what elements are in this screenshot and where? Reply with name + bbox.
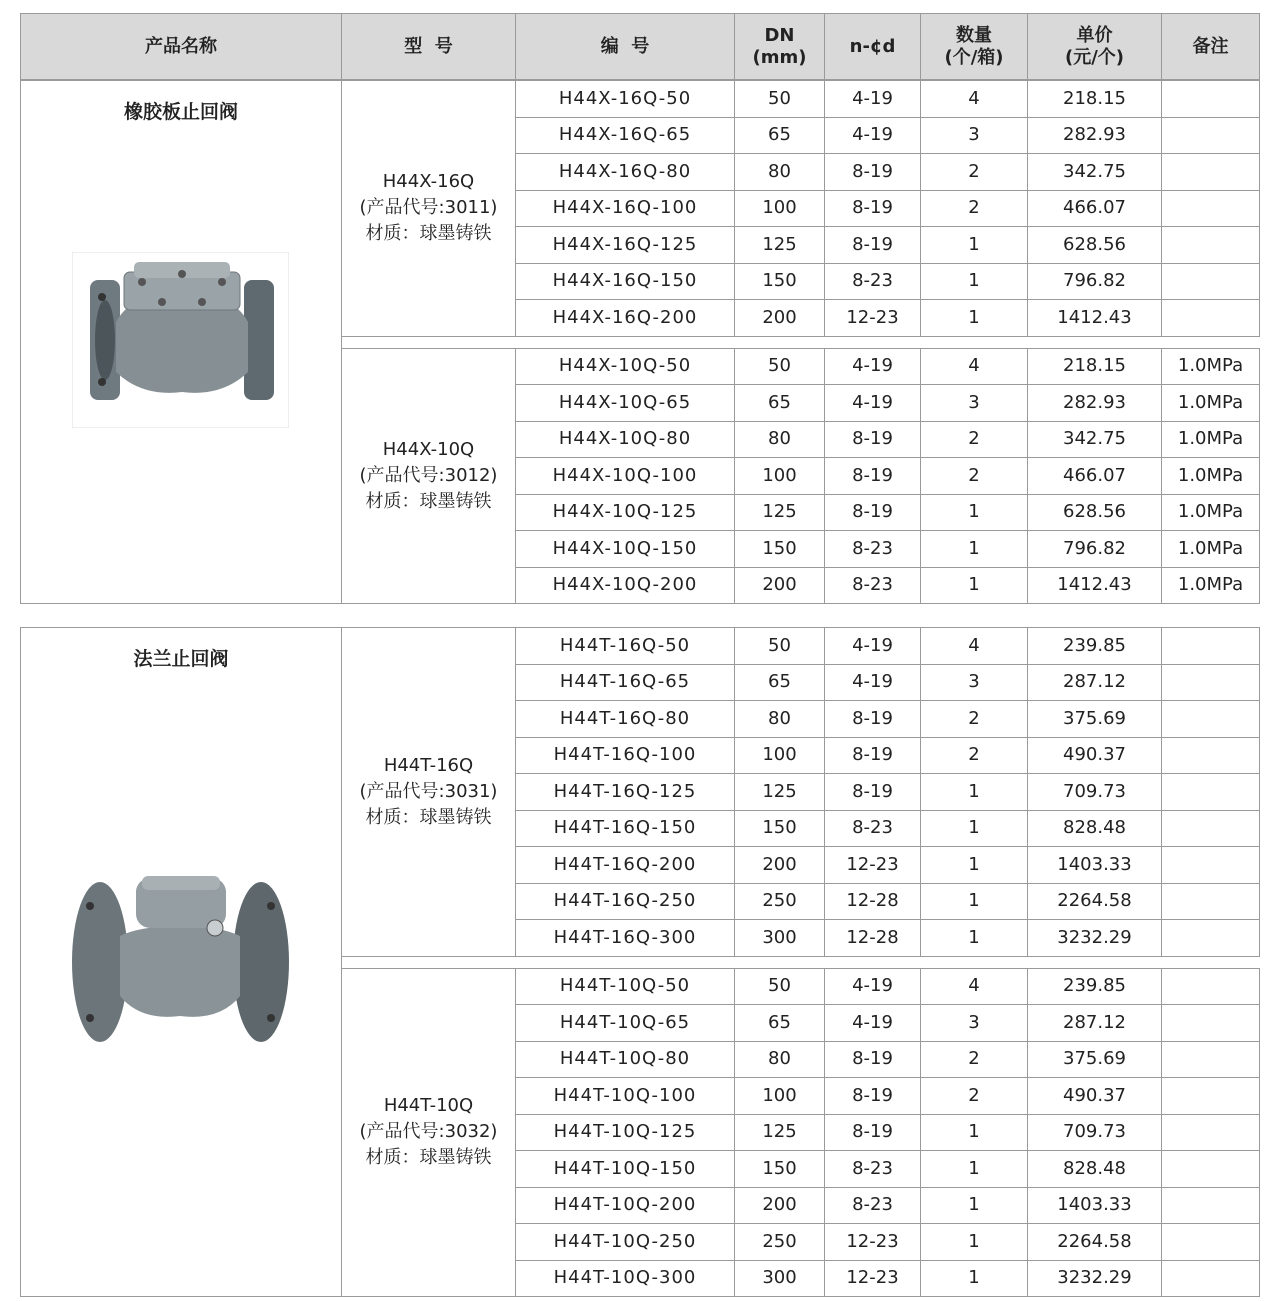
header-qty bbox=[921, 14, 1028, 80]
cell-remark bbox=[1162, 883, 1260, 920]
cell-code: H44X-16Q-125 bbox=[516, 227, 735, 264]
cell-holes: 12-23 bbox=[825, 300, 921, 337]
cell-dn: 100 bbox=[735, 737, 825, 774]
header-dn-line2: (mm) bbox=[752, 46, 807, 68]
cell-remark bbox=[1162, 154, 1260, 191]
model-cell bbox=[342, 81, 516, 337]
cell-remark bbox=[1162, 847, 1260, 884]
header-qty-line2: (个/箱) bbox=[944, 46, 1004, 68]
cell-code: H44T-10Q-250 bbox=[516, 1224, 735, 1261]
cell-holes: 8-19 bbox=[825, 701, 921, 738]
cell-code: H44X-10Q-80 bbox=[516, 421, 735, 458]
cell-holes: 4-19 bbox=[825, 968, 921, 1005]
cell-holes: 8-19 bbox=[825, 227, 921, 264]
cell-qty: 1 bbox=[921, 1187, 1028, 1224]
cell-price: 218.15 bbox=[1028, 81, 1162, 118]
cell-qty: 1 bbox=[921, 494, 1028, 531]
cell-holes: 4-19 bbox=[825, 81, 921, 118]
cell-dn: 80 bbox=[735, 421, 825, 458]
cell-code: H44T-10Q-50 bbox=[516, 968, 735, 1005]
cell-qty: 2 bbox=[921, 190, 1028, 227]
cell-qty: 1 bbox=[921, 531, 1028, 568]
cell-price: 796.82 bbox=[1028, 531, 1162, 568]
model-cell bbox=[342, 348, 516, 604]
cell-holes: 8-23 bbox=[825, 531, 921, 568]
cell-remark bbox=[1162, 1041, 1260, 1078]
cell-qty: 1 bbox=[921, 567, 1028, 604]
cell-holes: 8-19 bbox=[825, 154, 921, 191]
flange-check-valve-photo-icon bbox=[70, 876, 291, 1048]
rubber-check-valve-photo-icon bbox=[72, 252, 289, 428]
cell-holes: 8-19 bbox=[825, 494, 921, 531]
cell-price: 628.56 bbox=[1028, 494, 1162, 531]
cell-dn: 300 bbox=[735, 920, 825, 957]
model-material: 材质：球墨铸铁 bbox=[365, 490, 492, 512]
cell-holes: 4-19 bbox=[825, 1005, 921, 1042]
cell-price: 239.85 bbox=[1028, 628, 1162, 665]
cell-price: 709.73 bbox=[1028, 1114, 1162, 1151]
cell-code: H44X-16Q-200 bbox=[516, 300, 735, 337]
cell-qty: 2 bbox=[921, 1041, 1028, 1078]
cell-holes: 8-19 bbox=[825, 1114, 921, 1151]
cell-remark bbox=[1162, 1078, 1260, 1115]
cell-dn: 200 bbox=[735, 1187, 825, 1224]
cell-remark bbox=[1162, 774, 1260, 811]
cell-code: H44X-16Q-80 bbox=[516, 154, 735, 191]
model-material: 材质：球墨铸铁 bbox=[365, 223, 492, 245]
header-row bbox=[21, 14, 1260, 80]
model-cell bbox=[342, 968, 516, 1297]
cell-code: H44X-16Q-50 bbox=[516, 81, 735, 118]
cell-dn: 65 bbox=[735, 117, 825, 154]
cell-code: H44X-10Q-150 bbox=[516, 531, 735, 568]
cell-dn: 200 bbox=[735, 847, 825, 884]
cell-code: H44T-16Q-200 bbox=[516, 847, 735, 884]
model-product-code: (产品代号:3032) bbox=[359, 1121, 498, 1143]
model-model: H44X-16Q bbox=[382, 171, 475, 193]
cell-price: 375.69 bbox=[1028, 701, 1162, 738]
cell-holes: 8-19 bbox=[825, 190, 921, 227]
cell-remark bbox=[1162, 190, 1260, 227]
cell-qty: 2 bbox=[921, 701, 1028, 738]
model-product-code: (产品代号:3011) bbox=[359, 197, 498, 219]
cell-price: 828.48 bbox=[1028, 1151, 1162, 1188]
cell-dn: 50 bbox=[735, 628, 825, 665]
cell-dn: 250 bbox=[735, 883, 825, 920]
cell-dn: 100 bbox=[735, 458, 825, 495]
header-qty-line1: 数量 bbox=[956, 24, 992, 46]
cell-remark bbox=[1162, 227, 1260, 264]
cell-code: H44T-16Q-250 bbox=[516, 883, 735, 920]
cell-price: 796.82 bbox=[1028, 263, 1162, 300]
cell-remark bbox=[1162, 968, 1260, 1005]
cell-holes: 4-19 bbox=[825, 664, 921, 701]
cell-code: H44T-10Q-200 bbox=[516, 1187, 735, 1224]
cell-qty: 1 bbox=[921, 774, 1028, 811]
cell-code: H44T-10Q-150 bbox=[516, 1151, 735, 1188]
cell-holes: 4-19 bbox=[825, 348, 921, 385]
cell-dn: 200 bbox=[735, 567, 825, 604]
cell-qty: 1 bbox=[921, 920, 1028, 957]
header-holes: n-¢d bbox=[825, 14, 921, 80]
cell-qty: 2 bbox=[921, 421, 1028, 458]
cell-remark bbox=[1162, 810, 1260, 847]
cell-code: H44X-16Q-65 bbox=[516, 117, 735, 154]
cell-remark bbox=[1162, 920, 1260, 957]
cell-dn: 80 bbox=[735, 701, 825, 738]
cell-holes: 12-23 bbox=[825, 847, 921, 884]
cell-code: H44X-10Q-100 bbox=[516, 458, 735, 495]
cell-qty: 1 bbox=[921, 883, 1028, 920]
cell-holes: 8-23 bbox=[825, 263, 921, 300]
cell-remark bbox=[1162, 300, 1260, 337]
cell-holes: 12-28 bbox=[825, 920, 921, 957]
cell-dn: 80 bbox=[735, 1041, 825, 1078]
cell-remark bbox=[1162, 1151, 1260, 1188]
cell-price: 709.73 bbox=[1028, 774, 1162, 811]
cell-price: 218.15 bbox=[1028, 348, 1162, 385]
cell-code: H44T-10Q-65 bbox=[516, 1005, 735, 1042]
cell-holes: 8-19 bbox=[825, 774, 921, 811]
cell-dn: 100 bbox=[735, 190, 825, 227]
cell-code: H44T-10Q-100 bbox=[516, 1078, 735, 1115]
cell-qty: 1 bbox=[921, 263, 1028, 300]
cell-price: 3232.29 bbox=[1028, 920, 1162, 957]
cell-remark bbox=[1162, 1187, 1260, 1224]
cell-qty: 3 bbox=[921, 385, 1028, 422]
cell-dn: 125 bbox=[735, 774, 825, 811]
cell-holes: 8-19 bbox=[825, 1078, 921, 1115]
cell-dn: 125 bbox=[735, 1114, 825, 1151]
cell-qty: 4 bbox=[921, 628, 1028, 665]
cell-qty: 4 bbox=[921, 348, 1028, 385]
cell-dn: 300 bbox=[735, 1260, 825, 1297]
cell-qty: 1 bbox=[921, 1260, 1028, 1297]
cell-qty: 3 bbox=[921, 1005, 1028, 1042]
cell-qty: 4 bbox=[921, 81, 1028, 118]
cell-holes: 8-19 bbox=[825, 458, 921, 495]
cell-remark: 1.0MPa bbox=[1162, 567, 1260, 604]
cell-dn: 65 bbox=[735, 664, 825, 701]
cell-code: H44T-10Q-125 bbox=[516, 1114, 735, 1151]
cell-price: 490.37 bbox=[1028, 1078, 1162, 1115]
header-remark: 备注 bbox=[1162, 14, 1260, 80]
model-product-code: (产品代号:3031) bbox=[359, 780, 498, 802]
cell-dn: 200 bbox=[735, 300, 825, 337]
cell-dn: 50 bbox=[735, 348, 825, 385]
cell-qty: 4 bbox=[921, 968, 1028, 1005]
cell-holes: 8-19 bbox=[825, 421, 921, 458]
cell-price: 466.07 bbox=[1028, 458, 1162, 495]
price-table-header bbox=[20, 13, 1260, 80]
cell-code: H44T-16Q-300 bbox=[516, 920, 735, 957]
cell-dn: 150 bbox=[735, 810, 825, 847]
cell-remark bbox=[1162, 1260, 1260, 1297]
cell-qty: 1 bbox=[921, 1224, 1028, 1261]
model-model: H44X-10Q bbox=[382, 438, 475, 460]
cell-remark bbox=[1162, 737, 1260, 774]
cell-holes: 8-23 bbox=[825, 1187, 921, 1224]
cell-code: H44X-10Q-125 bbox=[516, 494, 735, 531]
cell-dn: 250 bbox=[735, 1224, 825, 1261]
cell-price: 1412.43 bbox=[1028, 300, 1162, 337]
cell-price: 2264.58 bbox=[1028, 1224, 1162, 1261]
group-gap bbox=[342, 336, 1260, 348]
cell-dn: 65 bbox=[735, 1005, 825, 1042]
cell-dn: 80 bbox=[735, 154, 825, 191]
cell-remark bbox=[1162, 81, 1260, 118]
cell-dn: 125 bbox=[735, 227, 825, 264]
cell-holes: 4-19 bbox=[825, 385, 921, 422]
cell-dn: 150 bbox=[735, 1151, 825, 1188]
cell-dn: 50 bbox=[735, 968, 825, 1005]
model-product-code: (产品代号:3012) bbox=[359, 464, 498, 486]
cell-price: 1403.33 bbox=[1028, 847, 1162, 884]
cell-remark bbox=[1162, 263, 1260, 300]
cell-qty: 3 bbox=[921, 664, 1028, 701]
cell-qty: 2 bbox=[921, 154, 1028, 191]
cell-price: 239.85 bbox=[1028, 968, 1162, 1005]
header-price bbox=[1028, 14, 1162, 80]
header-price-line1: 单价 bbox=[1076, 24, 1113, 46]
cell-remark: 1.0MPa bbox=[1162, 421, 1260, 458]
cell-holes: 8-19 bbox=[825, 1041, 921, 1078]
cell-code: H44T-16Q-50 bbox=[516, 628, 735, 665]
cell-holes: 8-19 bbox=[825, 737, 921, 774]
cell-code: H44T-16Q-100 bbox=[516, 737, 735, 774]
cell-remark: 1.0MPa bbox=[1162, 458, 1260, 495]
cell-qty: 1 bbox=[921, 1151, 1028, 1188]
cell-qty: 2 bbox=[921, 1078, 1028, 1115]
cell-code: H44T-16Q-125 bbox=[516, 774, 735, 811]
cell-remark bbox=[1162, 1224, 1260, 1261]
cell-price: 287.12 bbox=[1028, 1005, 1162, 1042]
cell-dn: 125 bbox=[735, 494, 825, 531]
header-model: 型 号 bbox=[342, 14, 516, 80]
model-material: 材质：球墨铸铁 bbox=[365, 806, 492, 828]
cell-dn: 150 bbox=[735, 263, 825, 300]
product-name: 橡胶板止回阀 bbox=[123, 101, 238, 123]
product-name: 法兰止回阀 bbox=[133, 648, 229, 670]
cell-holes: 12-23 bbox=[825, 1260, 921, 1297]
cell-holes: 4-19 bbox=[825, 117, 921, 154]
cell-qty: 3 bbox=[921, 117, 1028, 154]
cell-dn: 100 bbox=[735, 1078, 825, 1115]
cell-remark: 1.0MPa bbox=[1162, 348, 1260, 385]
cell-price: 282.93 bbox=[1028, 385, 1162, 422]
cell-price: 2264.58 bbox=[1028, 883, 1162, 920]
cell-qty: 1 bbox=[921, 810, 1028, 847]
group-gap bbox=[342, 956, 1260, 968]
cell-price: 828.48 bbox=[1028, 810, 1162, 847]
cell-qty: 2 bbox=[921, 458, 1028, 495]
cell-code: H44X-10Q-65 bbox=[516, 385, 735, 422]
cell-remark: 1.0MPa bbox=[1162, 385, 1260, 422]
cell-price: 287.12 bbox=[1028, 664, 1162, 701]
header-dn-line1: DN bbox=[764, 24, 795, 46]
cell-remark bbox=[1162, 1114, 1260, 1151]
cell-holes: 8-23 bbox=[825, 810, 921, 847]
cell-price: 628.56 bbox=[1028, 227, 1162, 264]
header-product-name: 产品名称 bbox=[21, 14, 342, 80]
cell-code: H44T-16Q-65 bbox=[516, 664, 735, 701]
cell-qty: 1 bbox=[921, 847, 1028, 884]
cell-qty: 2 bbox=[921, 737, 1028, 774]
model-cell bbox=[342, 628, 516, 957]
cell-holes: 8-23 bbox=[825, 567, 921, 604]
cell-remark bbox=[1162, 628, 1260, 665]
header-dn bbox=[735, 14, 825, 80]
model-material: 材质：球墨铸铁 bbox=[365, 1147, 492, 1169]
header-code: 编 号 bbox=[516, 14, 735, 80]
cell-remark bbox=[1162, 117, 1260, 154]
cell-code: H44T-10Q-80 bbox=[516, 1041, 735, 1078]
cell-price: 375.69 bbox=[1028, 1041, 1162, 1078]
cell-code: H44X-16Q-100 bbox=[516, 190, 735, 227]
cell-price: 282.93 bbox=[1028, 117, 1162, 154]
cell-price: 3232.29 bbox=[1028, 1260, 1162, 1297]
cell-remark bbox=[1162, 1005, 1260, 1042]
cell-holes: 4-19 bbox=[825, 628, 921, 665]
header-price-line2: (元/个) bbox=[1064, 46, 1125, 68]
cell-remark bbox=[1162, 664, 1260, 701]
cell-qty: 1 bbox=[921, 227, 1028, 264]
cell-code: H44X-10Q-200 bbox=[516, 567, 735, 604]
cell-code: H44T-16Q-150 bbox=[516, 810, 735, 847]
cell-dn: 65 bbox=[735, 385, 825, 422]
cell-price: 1403.33 bbox=[1028, 1187, 1162, 1224]
cell-code: H44T-16Q-80 bbox=[516, 701, 735, 738]
cell-price: 342.75 bbox=[1028, 421, 1162, 458]
cell-qty: 1 bbox=[921, 300, 1028, 337]
model-model: H44T-10Q bbox=[383, 1095, 474, 1117]
cell-code: H44X-16Q-150 bbox=[516, 263, 735, 300]
cell-price: 1412.43 bbox=[1028, 567, 1162, 604]
cell-remark: 1.0MPa bbox=[1162, 494, 1260, 531]
cell-dn: 150 bbox=[735, 531, 825, 568]
cell-dn: 50 bbox=[735, 81, 825, 118]
cell-qty: 1 bbox=[921, 1114, 1028, 1151]
cell-remark bbox=[1162, 701, 1260, 738]
model-model: H44T-16Q bbox=[383, 754, 474, 776]
table-row bbox=[21, 81, 1260, 118]
cell-price: 466.07 bbox=[1028, 190, 1162, 227]
cell-holes: 8-23 bbox=[825, 1151, 921, 1188]
cell-code: H44T-10Q-300 bbox=[516, 1260, 735, 1297]
cell-code: H44X-10Q-50 bbox=[516, 348, 735, 385]
cell-holes: 12-28 bbox=[825, 883, 921, 920]
cell-price: 342.75 bbox=[1028, 154, 1162, 191]
table-row bbox=[21, 628, 1260, 665]
cell-price: 490.37 bbox=[1028, 737, 1162, 774]
cell-remark: 1.0MPa bbox=[1162, 531, 1260, 568]
cell-holes: 12-23 bbox=[825, 1224, 921, 1261]
